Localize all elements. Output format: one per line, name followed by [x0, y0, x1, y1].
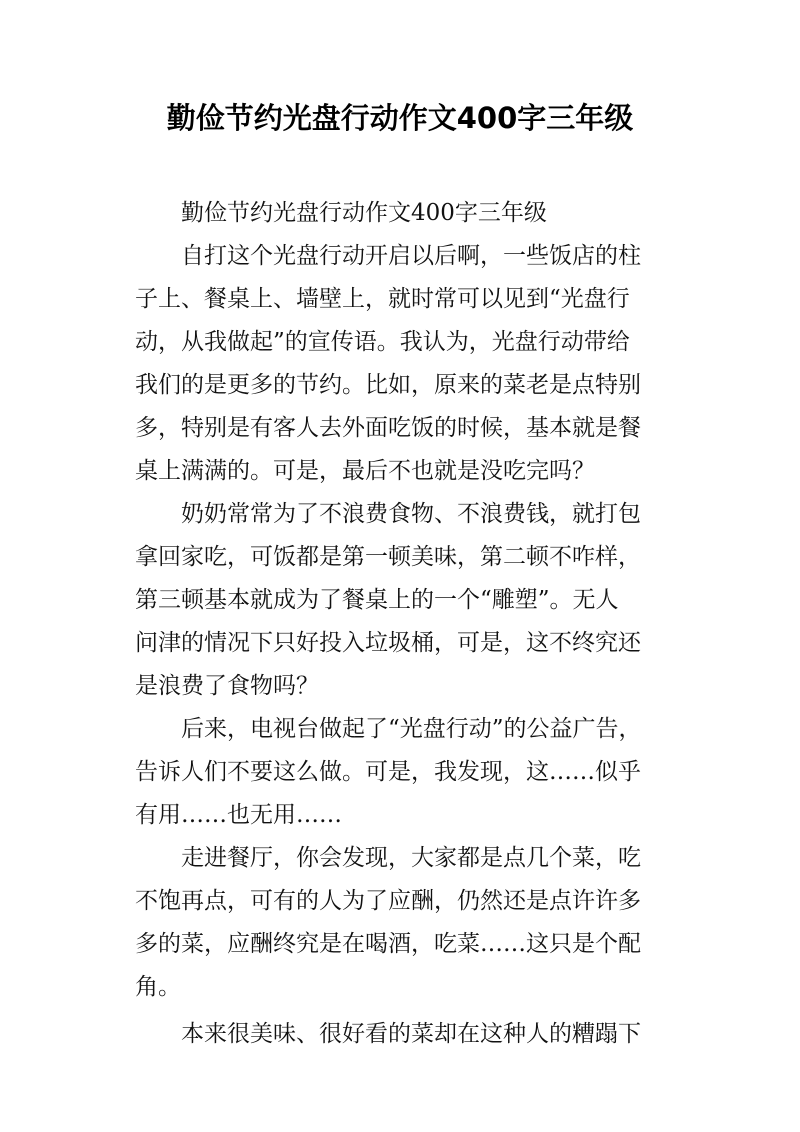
paragraph-line: 是浪费了食物吗？ [135, 673, 319, 699]
paragraph-line: 多，特别是有客人去外面吃饭的时候，基本就是餐 [135, 415, 641, 441]
paragraph-line: 角。 [135, 974, 181, 1000]
paragraph-line: 有用……也无用…… [135, 802, 342, 828]
paragraph-line: 问津的情况下只好投入垃圾桶，可是，这不终究还 [135, 630, 641, 656]
paragraph-line: 奶奶常常为了不浪费食物、不浪费钱，就打包 [181, 501, 641, 527]
paragraph-line: 多的菜，应酬终究是在喝酒，吃菜……这只是个配 [135, 931, 641, 957]
paragraph-line: 动，从我做起”的宣传语。我认为，光盘行动带给 [135, 329, 630, 355]
paragraph-line: 第三顿基本就成为了餐桌上的一个“雕塑”。无人 [135, 587, 619, 613]
paragraph-line: 我们的是更多的节约。比如，原来的菜老是点特别 [135, 372, 641, 398]
paragraph-line: 子上、餐桌上、墙壁上，就时常可以见到“光盘行 [135, 286, 630, 312]
paragraph-line: 不饱再点，可有的人为了应酬，仍然还是点许许多 [135, 888, 641, 914]
paragraph-line: 后来，电视台做起了“光盘行动”的公益广告， [181, 716, 642, 742]
document-title: 勤俭节约光盘行动作文400字三年级 [166, 101, 634, 135]
paragraph-line: 拿回家吃，可饭都是第一顿美味，第二顿不咋样， [135, 544, 641, 570]
paragraph-line: 告诉人们不要这么做。可是，我发现，这……似乎 [135, 759, 641, 785]
subtitle-line: 勤俭节约光盘行动作文400字三年级 [181, 200, 547, 226]
paragraph-line: 桌上满满的。可是，最后不也就是没吃完吗？ [135, 458, 595, 484]
document-body [135, 192, 665, 1056]
paragraph-line: 自打这个光盘行动开启以后啊，一些饭店的柱 [181, 243, 641, 269]
paragraph-line: 走进餐厅，你会发现，大家都是点几个菜，吃 [181, 845, 641, 871]
paragraph-line: 本来很美味、很好看的菜却在这种人的糟蹋下 [181, 1021, 641, 1047]
